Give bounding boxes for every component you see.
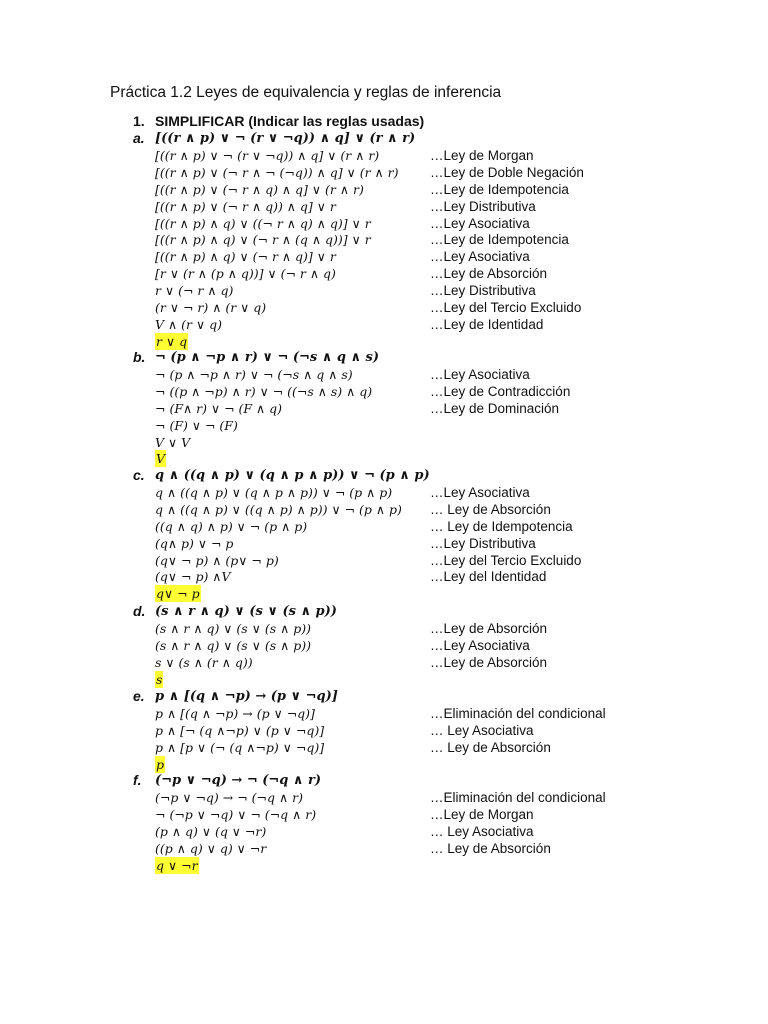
- rule-label: …Eliminación del condicional: [430, 790, 606, 805]
- exercise-heading: SIMPLIFICAR (Indicar las reglas usadas): [155, 113, 425, 129]
- expression: [((𝑟 ∧ 𝑝) ∨ (¬ 𝑟 ∧ ¬ (¬𝑞)) ∧ 𝑞] ∨ (𝑟 ∧ 𝑟): [155, 165, 399, 180]
- expression: [((𝑟 ∧ 𝑝) ∨ ¬ (𝑟 ∨ ¬𝑞)) ∧ 𝑞] ∨ (𝑟 ∧ 𝑟): [155, 148, 380, 163]
- rule-label: …Ley de Idempotencia: [430, 232, 569, 247]
- expression: V ∨ V: [155, 435, 191, 450]
- section-letter: c.: [133, 467, 145, 483]
- expression: (𝑠 ∧ 𝑟 ∧ 𝑞) ∨ (𝑠 ∨ (𝑠 ∧ 𝑝)): [155, 638, 311, 653]
- expression: q ∧ ((q ∧ p) ∨ (q ∧ p ∧ p)) ∨ ¬ (p ∧ p): [155, 468, 430, 483]
- rule-label: …Ley del Identidad: [430, 569, 547, 584]
- rule-label: …Ley Distributiva: [430, 283, 536, 298]
- expression: (𝑝 ∧ 𝑞) ∨ (𝑞 ∨ ¬𝑟): [155, 824, 267, 839]
- rule-label: …Ley de Absorción: [430, 655, 548, 670]
- section-letter: f.: [133, 772, 142, 788]
- highlighted-result: q∨ ¬ p: [156, 586, 200, 601]
- rule-label: …Ley de Absorción: [430, 266, 548, 281]
- rule-label: …Ley de Identidad: [430, 317, 544, 332]
- rule-label: …Ley del Tercio Excluido: [430, 300, 582, 315]
- expression: (q∧ p) ∨ ¬ p: [155, 536, 234, 551]
- expression: r ∨ (¬ 𝑟 ∧ q): [155, 283, 234, 298]
- rule-label: … Ley de Idempotencia: [430, 519, 573, 534]
- expression: ¬ (p ∧ ¬p ∧ r) ∨ ¬ (¬s ∧ q ∧ s): [155, 350, 380, 365]
- highlighted-result: 𝑝: [156, 757, 165, 772]
- expression: 𝑝 ∧ [(𝑞 ∧ ¬𝑝) → (𝑝 ∨ ¬𝑞)]: [155, 706, 315, 721]
- exercise-number: 1.: [133, 113, 145, 129]
- expression: [((𝑟 ∧ 𝑝) ∨ (¬ 𝑟 ∧ 𝑞) ∧ 𝑞] ∨ (𝑟 ∧ 𝑟): [155, 182, 364, 197]
- expression: (¬p ∨ ¬q) → ¬ (¬q ∧ r): [155, 773, 321, 788]
- rule-label: … Ley de Absorción: [430, 740, 551, 755]
- rule-label: …Ley Asociativa: [430, 249, 530, 264]
- rule-label: …Ley Asociativa: [430, 367, 530, 382]
- expression: p ∧ [(q ∧ ¬p) → (p ∨ ¬q)]: [155, 689, 338, 704]
- expression: (𝑠 ∧ 𝑟 ∧ 𝑞) ∨ (𝑠 ∨ (𝑠 ∧ 𝑝)): [155, 621, 311, 636]
- section-letter: d.: [133, 603, 146, 619]
- expression: 𝑝 ∧ [¬ (𝑞 ∧¬𝑝) ∨ (𝑝 ∨ ¬𝑞)]: [155, 723, 325, 738]
- expression: [((𝑟 ∧ 𝑝) ∨ (¬ 𝑟 ∧ 𝑞)) ∧ 𝑞] ∨ r: [155, 199, 336, 214]
- expression: [((𝑟 ∧ 𝑝) ∧ 𝑞) ∨ (¬ 𝑟 ∧ (𝑞 ∧ 𝑞))] ∨ r: [155, 232, 371, 247]
- expression: ¬ (¬𝑝 ∨ ¬𝑞) ∨ ¬ (¬𝑞 ∧ 𝑟): [155, 807, 317, 822]
- rule-label: …Eliminación del condicional: [430, 706, 606, 721]
- rule-label: …Ley Asociativa: [430, 638, 530, 653]
- highlighted-result: 𝑞 ∨ ¬𝑟: [156, 858, 198, 873]
- expression: ¬ (F) ∨ ¬ (F): [155, 418, 238, 433]
- rule-label: … Ley Asociativa: [430, 824, 534, 839]
- expression: (r ∨ ¬ 𝑟) ∧ (r ∨ q): [155, 300, 267, 315]
- expression: (q∨ ¬ p) ∧V: [155, 569, 231, 584]
- expression: ¬ ((𝑝 ∧ ¬𝑝) ∧ 𝑟) ∨ ¬ ((¬𝑠 ∧ 𝑠) ∧ q): [155, 384, 373, 399]
- expression: ((𝑝 ∧ 𝑞) ∨ 𝑞) ∨ ¬𝑟: [155, 841, 267, 856]
- section-letter: b.: [133, 349, 146, 365]
- expression: [((𝑟 ∧ 𝑝) ∧ 𝑞) ∨ (¬ 𝑟 ∧ q)] ∨ r: [155, 249, 336, 264]
- expression: [r ∨ (𝑟 ∧ (𝑝 ∧ 𝑞))] ∨ (¬ 𝑟 ∧ q): [155, 266, 336, 281]
- rule-label: …Ley Distributiva: [430, 199, 536, 214]
- expression: ¬ (𝑝 ∧ ¬𝑝 ∧ 𝑟) ∨ ¬ (¬𝑠 ∧ 𝑞 ∧ 𝑠): [155, 367, 353, 382]
- highlighted-result: V: [156, 451, 166, 466]
- rule-label: …Ley de Idempotencia: [430, 182, 569, 197]
- page-title: Práctica 1.2 Leyes de equivalencia y reglas de inferencia: [110, 84, 502, 101]
- rule-label: …Ley de Contradicción: [430, 384, 571, 399]
- expression: (q∨ ¬ p) ∧ (p∨ ¬ p): [155, 553, 279, 568]
- rule-label: …Ley de Morgan: [430, 148, 534, 163]
- section-letter: a.: [133, 130, 145, 146]
- expression: V ∧ (r ∨ q): [155, 317, 222, 332]
- expression: (¬𝑝 ∨ ¬𝑞) → ¬ (¬𝑞 ∧ 𝑟): [155, 790, 303, 805]
- rule-label: … Ley de Absorción: [430, 502, 551, 517]
- expression: 𝑠 ∨ (𝑠 ∧ (𝑟 ∧ 𝑞)): [155, 655, 253, 670]
- expression: 𝑞 ∧ ((𝑞 ∧ 𝑝) ∨ ((𝑞 ∧ 𝑝) ∧ 𝑝)) ∨ ¬ (𝑝 ∧ 𝑝): [155, 502, 402, 517]
- rule-label: …Ley de Morgan: [430, 807, 534, 822]
- expression: [((𝑟 ∧ 𝑝) ∧ 𝑞) ∨ ((¬ 𝑟 ∧ 𝑞) ∧ 𝑞)] ∨ r: [155, 216, 371, 231]
- expression: [((r ∧ p) ∨ ¬ (r ∨ ¬q)) ∧ q] ∨ (r ∧ r): [155, 131, 416, 146]
- rule-label: … Ley de Absorción: [430, 841, 551, 856]
- expression: (s ∧ r ∧ q) ∨ (s ∨ (s ∧ p)): [155, 604, 337, 619]
- rule-label: …Ley Distributiva: [430, 536, 536, 551]
- rule-label: … Ley Asociativa: [430, 723, 534, 738]
- section-letter: e.: [133, 688, 145, 704]
- rule-label: …Ley Asociativa: [430, 485, 530, 500]
- expression: ¬ (F∧ 𝑟) ∨ ¬ (F ∧ q): [155, 401, 283, 416]
- expression: 𝑝 ∧ [𝑝 ∨ (¬ (𝑞 ∧¬𝑝) ∨ ¬𝑞)]: [155, 740, 325, 755]
- highlighted-result: 𝑠: [156, 672, 163, 687]
- expression: ((𝑞 ∧ 𝑞) ∧ 𝑝) ∨ ¬ (𝑝 ∧ 𝑝): [155, 519, 308, 534]
- rule-label: …Ley de Dominación: [430, 401, 560, 416]
- expression: 𝑞 ∧ ((𝑞 ∧ 𝑝) ∨ (𝑞 ∧ 𝑝 ∧ 𝑝)) ∨ ¬ (𝑝 ∧ 𝑝): [155, 485, 393, 500]
- rule-label: …Ley Asociativa: [430, 216, 530, 231]
- rule-label: …Ley de Doble Negación: [430, 165, 584, 180]
- rule-label: …Ley de Absorción: [430, 621, 548, 636]
- rule-label: …Ley del Tercio Excluido: [430, 553, 582, 568]
- highlighted-result: r ∨ q: [156, 334, 188, 349]
